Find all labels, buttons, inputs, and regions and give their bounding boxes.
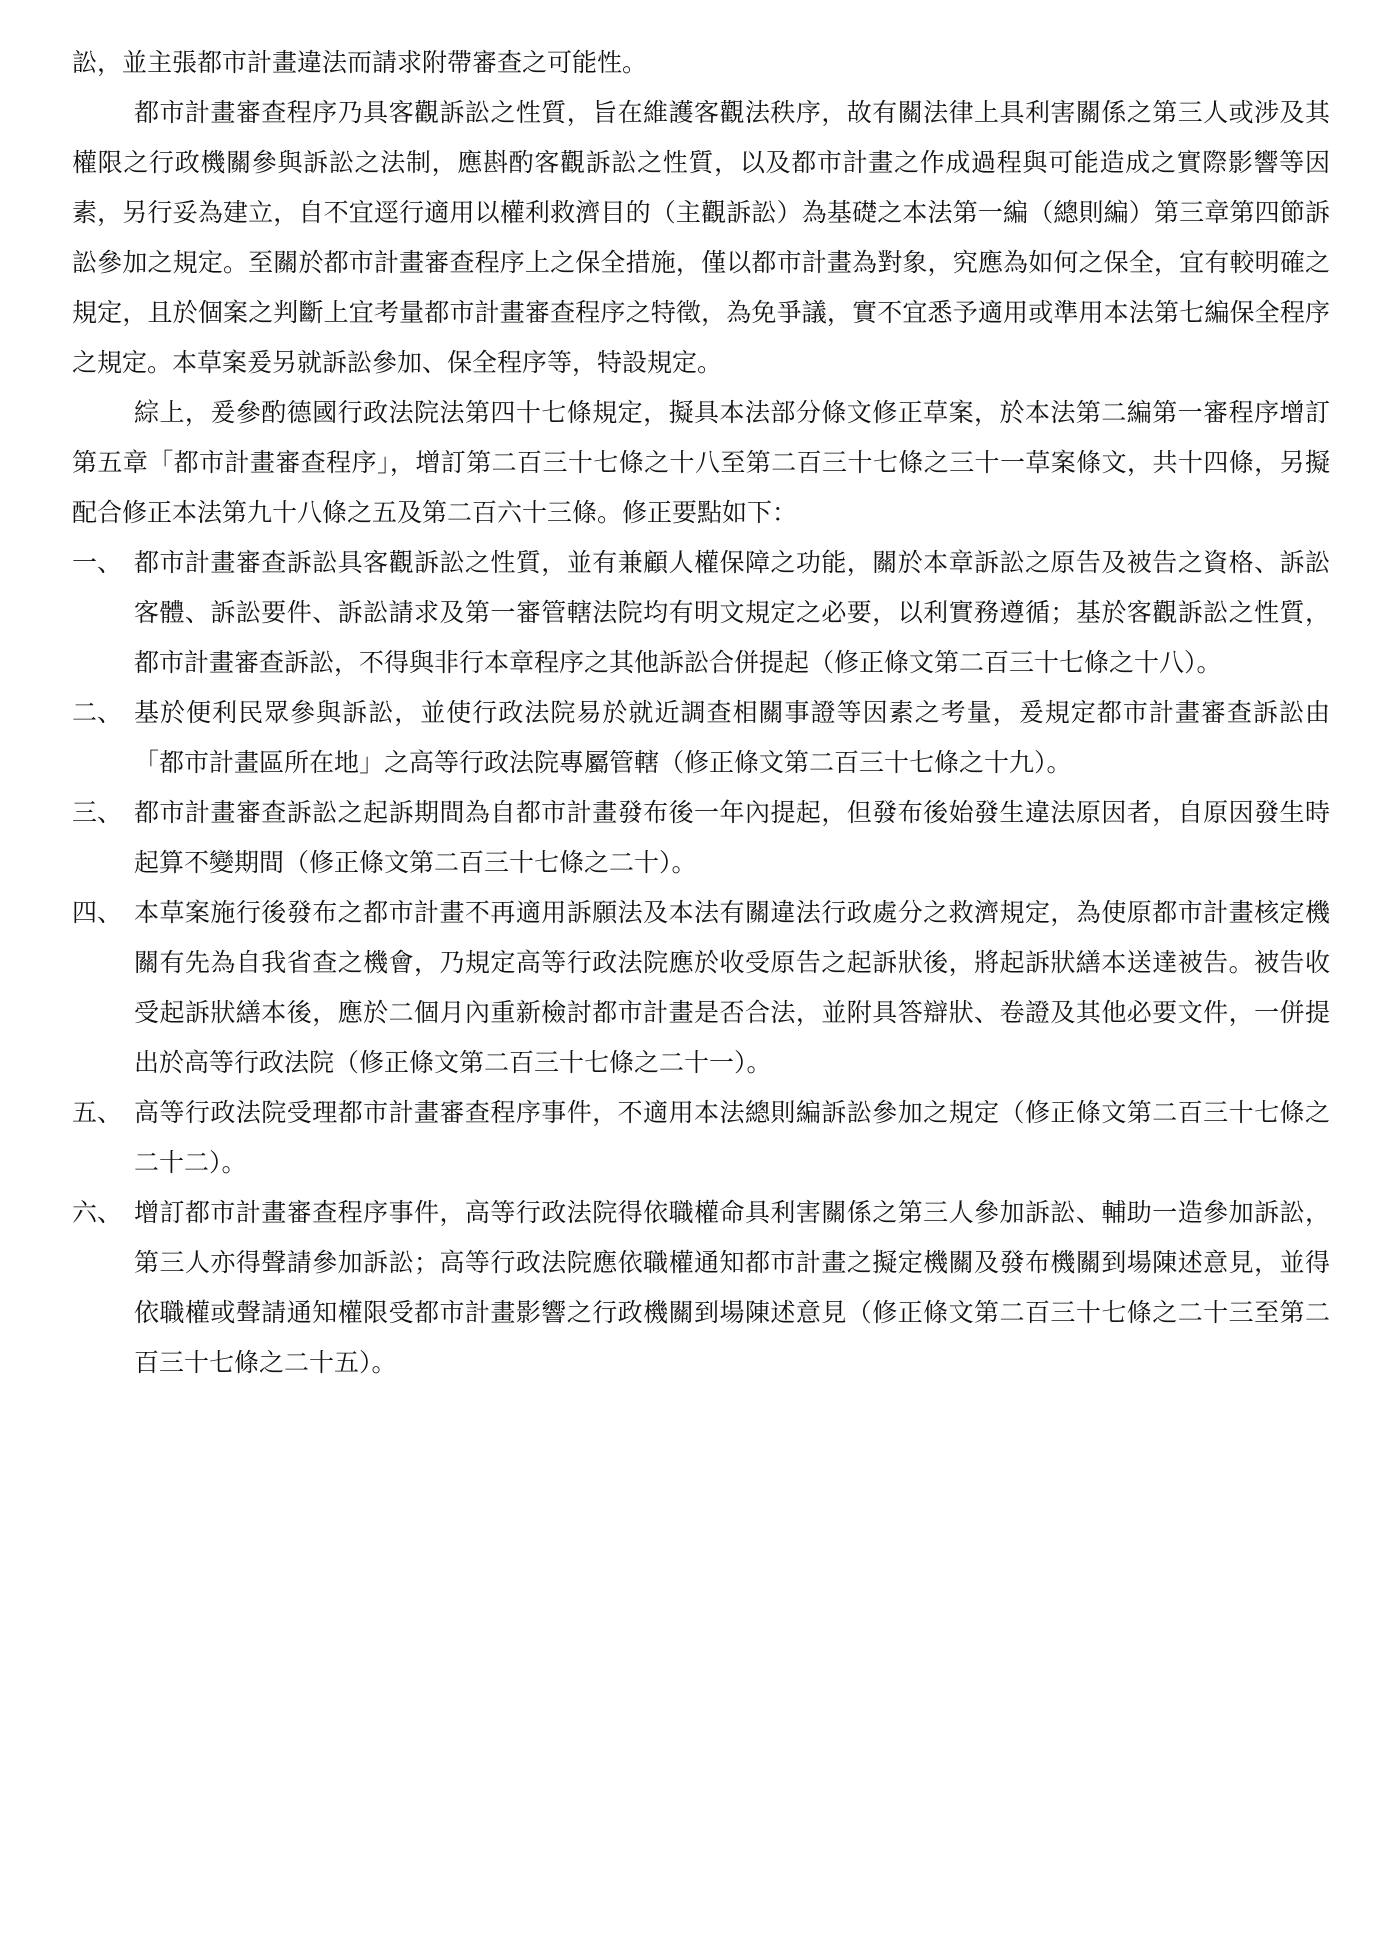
paragraph-continuation: 訟，並主張都市計畫違法而請求附帶審查之可能性。 bbox=[72, 48, 648, 77]
list-item-text: 高等行政法院受理都市計畫審查程序事件，不適用本法總則編訴訟參加之規定（修正條文第二百三十七條之二十二）。 bbox=[134, 1098, 1330, 1177]
list-marker: 一、 bbox=[72, 548, 123, 577]
paragraph-summary: 綜上，爰參酌德國行政法院法第四十七條規定，擬具本法部分條文修正草案，於本法第二編第一審程序增訂第五章「都市計畫審查程序」，增訂第二百三十七條之十八至第二百三十七條之三十一草案條文，共十四條，另擬配合修正本法第九十八條之五及第二百六十三條。修正要點如下： bbox=[72, 398, 1330, 527]
list-item bbox=[72, 1088, 1330, 1188]
list-item bbox=[72, 1188, 1330, 1388]
list-marker: 二、 bbox=[72, 698, 123, 727]
list-marker: 六、 bbox=[72, 1198, 123, 1227]
list-item-text: 都市計畫審查訴訟具客觀訴訟之性質，並有兼顧人權保障之功能，關於本章訴訟之原告及被告之資格、訴訟客體、訴訟要件、訴訟請求及第一審管轄法院均有明文規定之必要，以利實務遵循；基於客觀訴訟之性質，都市計畫審查訴訟，不得與非行本章程序之其他訴訟合併提起（修正條文第二百三十七條之十八）。 bbox=[134, 548, 1330, 677]
list-item bbox=[72, 538, 1330, 688]
list-item bbox=[72, 888, 1330, 1088]
paragraph-objective-litigation: 都市計畫審查程序乃具客觀訴訟之性質，旨在維護客觀法秩序，故有關法律上具利害關係之第三人或涉及其權限之行政機關參與訴訟之法制，應斟酌客觀訴訟之性質，以及都市計畫之作成過程與可能造成之實際影響等因素，另行妥為建立，自不宜逕行適用以權利救濟目的（主觀訴訟）為基礎之本法第一編（總則編）第三章第四節訴訟參加之規定。至關於都市計畫審查程序上之保全措施，僅以都市計畫為對象，究應為如何之保全，宜有較明確之規定，且於個案之判斷上宜考量都市計畫審查程序之特徵，為免爭議，實不宜悉予適用或準用本法第七編保全程序之規定。本草案爰另就訴訟參加、保全程序等，特設規定。 bbox=[72, 98, 1330, 377]
list-item bbox=[72, 688, 1330, 788]
list-marker: 五、 bbox=[72, 1098, 123, 1127]
list-item-text: 都市計畫審查訴訟之起訴期間為自都市計畫發布後一年內提起，但發布後始發生違法原因者，自原因發生時起算不變期間（修正條文第二百三十七條之二十）。 bbox=[134, 798, 1330, 877]
list-item bbox=[72, 788, 1330, 888]
amendment-points-list bbox=[72, 538, 1330, 1388]
list-item-text: 本草案施行後發布之都市計畫不再適用訴願法及本法有關違法行政處分之救濟規定，為使原都市計畫核定機關有先為自我省查之機會，乃規定高等行政法院應於收受原告之起訴狀後，將起訴狀繕本送達被告。被告收受起訴狀繕本後，應於二個月內重新檢討都市計畫是否合法，並附具答辯狀、卷證及其他必要文件，一併提出於高等行政法院（修正條文第二百三十七條之二十一）。 bbox=[134, 898, 1330, 1077]
document-page bbox=[72, 38, 1330, 1388]
list-marker: 四、 bbox=[72, 898, 123, 927]
list-marker: 三、 bbox=[72, 798, 123, 827]
list-item-text: 增訂都市計畫審查程序事件，高等行政法院得依職權命具利害關係之第三人參加訴訟、輔助一造參加訴訟，第三人亦得聲請參加訴訟；高等行政法院應依職權通知都市計畫之擬定機關及發布機關到場陳述意見，並得依職權或聲請通知權限受都市計畫影響之行政機關到場陳述意見（修正條文第二百三十七條之二十三至第二百三十七條之二十五）。 bbox=[134, 1198, 1330, 1377]
list-item-text: 基於便利民眾參與訴訟，並使行政法院易於就近調查相關事證等因素之考量，爰規定都市計畫審查訴訟由「都市計畫區所在地」之高等行政法院專屬管轄（修正條文第二百三十七條之十九）。 bbox=[134, 698, 1330, 777]
